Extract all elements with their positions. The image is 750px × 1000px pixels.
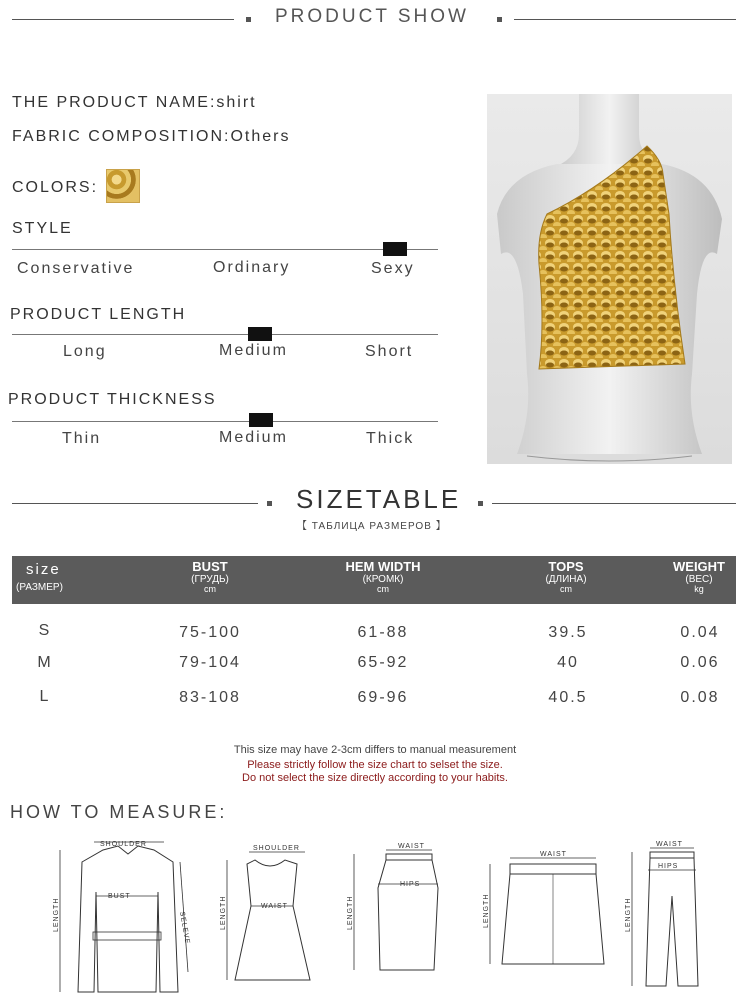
mannequin-image: [487, 94, 732, 464]
size-warning-1: Please strictly follow the size chart to selset the size.: [247, 759, 503, 771]
table-cell-size: S: [38, 622, 52, 639]
fabric-composition: FABRIC COMPOSITION:Others: [12, 128, 291, 145]
pants-waist-label: WAIST: [656, 841, 683, 848]
header-line-left: [12, 19, 234, 20]
style-option-sexy: Sexy: [371, 260, 415, 277]
skirt-waist-label: WAIST: [398, 843, 425, 850]
table-cell-weight: 0.06: [680, 654, 720, 671]
colors-label: COLORS:: [12, 179, 99, 196]
how-to-measure-title: HOW TO MEASURE:: [10, 802, 228, 822]
sizetable-dot-right: [478, 501, 483, 506]
jacket-bust-label: BUST: [108, 893, 131, 900]
skirt-hips-label: HIPS: [400, 881, 421, 888]
length-label: PRODUCT LENGTH: [10, 306, 187, 323]
size-warning-2: Do not select the size directly according to your habits.: [242, 772, 508, 784]
measurement-note: This size may have 2-3cm differs to manual measurement: [233, 744, 517, 756]
col-weight: WEIGHT (ВЕС) kg: [673, 559, 725, 595]
table-cell-weight: 0.08: [680, 689, 720, 706]
gold-color-swatch[interactable]: [106, 169, 140, 203]
table-cell-bust: 83-108: [179, 689, 241, 706]
sizetable-line-left: [12, 503, 258, 504]
col-bust: BUST (ГРУДЬ) cm: [191, 559, 229, 595]
style-marker: [383, 242, 407, 256]
dress-shoulder-label: SHOULDER: [253, 845, 300, 852]
style-option-ordinary: Ordinary: [213, 259, 291, 276]
dress-length-label: LENGTH: [220, 895, 227, 930]
style-option-conservative: Conservative: [17, 260, 135, 277]
sizetable-subtitle: 【 ТАБЛИЦА РАЗМЕРОВ 】: [297, 521, 447, 532]
table-cell-tops: 40.5: [548, 689, 588, 706]
table-cell-size: L: [39, 688, 51, 705]
table-cell-tops: 40: [557, 654, 579, 671]
product-name: THE PRODUCT NAME:shirt: [12, 94, 257, 111]
table-cell-bust: 79-104: [179, 654, 241, 671]
shorts-diagram: [478, 846, 618, 976]
col-tops: TOPS (ДЛИНА) cm: [545, 559, 587, 595]
header-dot-right: [497, 17, 502, 22]
thickness-option-medium: Medium: [219, 429, 288, 446]
table-cell-weight: 0.04: [680, 624, 720, 641]
length-marker: [248, 327, 272, 341]
skirt-length-label: LENGTH: [347, 895, 354, 930]
size-table-header: [12, 556, 736, 604]
table-cell-hem: 65-92: [357, 654, 409, 671]
pants-hips-label: HIPS: [658, 863, 679, 870]
jacket-length-label: LENGTH: [53, 897, 60, 932]
jacket-shoulder-label: SHOULDER: [100, 841, 147, 848]
sizetable-dot-left: [267, 501, 272, 506]
page-title: PRODUCT SHOW: [275, 6, 469, 27]
table-cell-hem: 69-96: [357, 689, 409, 706]
col-size: size (РАЗМЕР): [16, 561, 63, 593]
skirt-diagram: [342, 838, 452, 990]
table-cell-size: M: [37, 654, 53, 671]
thickness-option-thin: Thin: [62, 430, 102, 447]
dress-waist-label: WAIST: [261, 903, 288, 910]
sizetable-title: SIZETABLE: [296, 484, 462, 514]
thickness-scale-line: [12, 421, 438, 422]
length-option-short: Short: [365, 343, 414, 360]
jacket-sleeve-label: SELEVE: [178, 911, 191, 946]
product-photo: [487, 94, 732, 464]
shorts-length-label: LENGTH: [483, 893, 490, 928]
header-dot-left: [246, 17, 251, 22]
sizetable-line-right: [492, 503, 736, 504]
table-cell-hem: 61-88: [357, 624, 409, 641]
table-cell-tops: 39.5: [548, 624, 588, 641]
table-cell-bust: 75-100: [179, 624, 241, 641]
thickness-marker: [249, 413, 273, 427]
pants-length-label: LENGTH: [625, 897, 632, 932]
style-scale-line: [12, 249, 438, 250]
jacket-diagram: [48, 832, 198, 997]
pants-diagram: [618, 836, 708, 996]
shorts-waist-label: WAIST: [540, 851, 567, 858]
length-scale-line: [12, 334, 438, 335]
thickness-option-thick: Thick: [366, 430, 415, 447]
dress-diagram: [215, 840, 315, 990]
length-option-long: Long: [63, 343, 107, 360]
header-line-right: [514, 19, 736, 20]
length-option-medium: Medium: [219, 342, 288, 359]
thickness-label: PRODUCT THICKNESS: [8, 391, 217, 408]
style-label: STYLE: [12, 220, 73, 237]
col-hem-width: HEM WIDTH (КРОМК) cm: [345, 559, 421, 595]
